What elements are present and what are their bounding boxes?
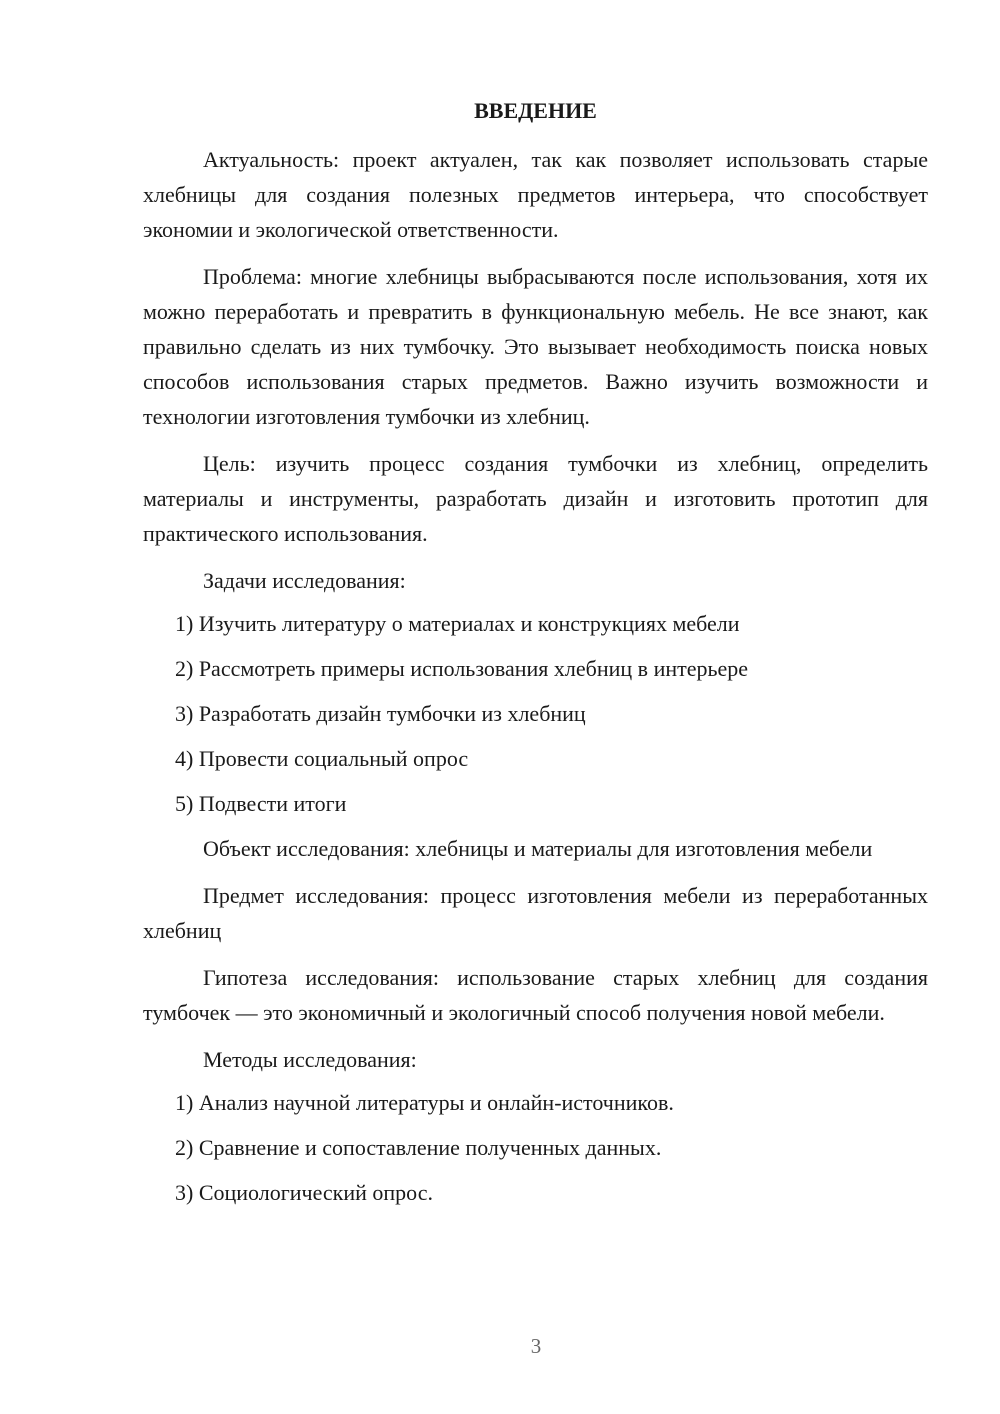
method-item: 2) Сравнение и сопоставление полученных данных. (175, 1135, 662, 1160)
task-item: 3) Разработать дизайн тумбочки из хлебниц (175, 701, 586, 726)
methods-list (143, 1085, 928, 1210)
methods-heading: Методы исследования: (203, 1047, 417, 1072)
section-title: ВВЕДЕНИЕ (474, 98, 597, 123)
task-item: 5) Подвести итоги (175, 791, 347, 816)
method-item: 1) Анализ научной литературы и онлайн-источников. (175, 1090, 674, 1115)
tasks-list (143, 606, 928, 821)
page-content (143, 96, 928, 1220)
goal-paragraph: Цель: изучить процесс создания тумбочки из хлебниц, определить материалы и инструменты, разработать дизайн и изготовить прототип для практического использования. (143, 451, 928, 546)
task-item: 4) Провести социальный опрос (175, 746, 469, 771)
problem-paragraph: Проблема: многие хлебницы выбрасываются после использования, хотя их можно переработать и превратить в функциональную мебель. Не все знают, как правильно сделать из них тумбочку. Это вызывает необходимость поиска новых способов использования старых предметов. Важно изучить возможности и технологии изготовления тумбочки из хлебниц. (143, 264, 928, 429)
method-item: 3) Социологический опрос. (175, 1180, 433, 1205)
relevance-paragraph: Актуальность: проект актуален, так как позволяет использовать старые хлебницы для создания полезных предметов интерьера, что способствует экономии и экологической ответственности. (143, 147, 928, 242)
object-paragraph: Объект исследования: хлебницы и материалы для изготовления мебели (203, 836, 873, 861)
page-number: 3 (530, 1334, 542, 1358)
task-item: 1) Изучить литературу о материалах и конструкциях мебели (175, 611, 740, 636)
hypothesis-paragraph: Гипотеза исследования: использование старых хлебниц для создания тумбочек — это экономичный и экологичный способ получения новой мебели. (143, 965, 928, 1025)
task-item: 2) Рассмотреть примеры использования хлебниц в интерьере (175, 656, 749, 681)
subject-paragraph: Предмет исследования: процесс изготовления мебели из переработанных хлебниц (143, 883, 928, 943)
tasks-heading: Задачи исследования: (203, 568, 406, 593)
